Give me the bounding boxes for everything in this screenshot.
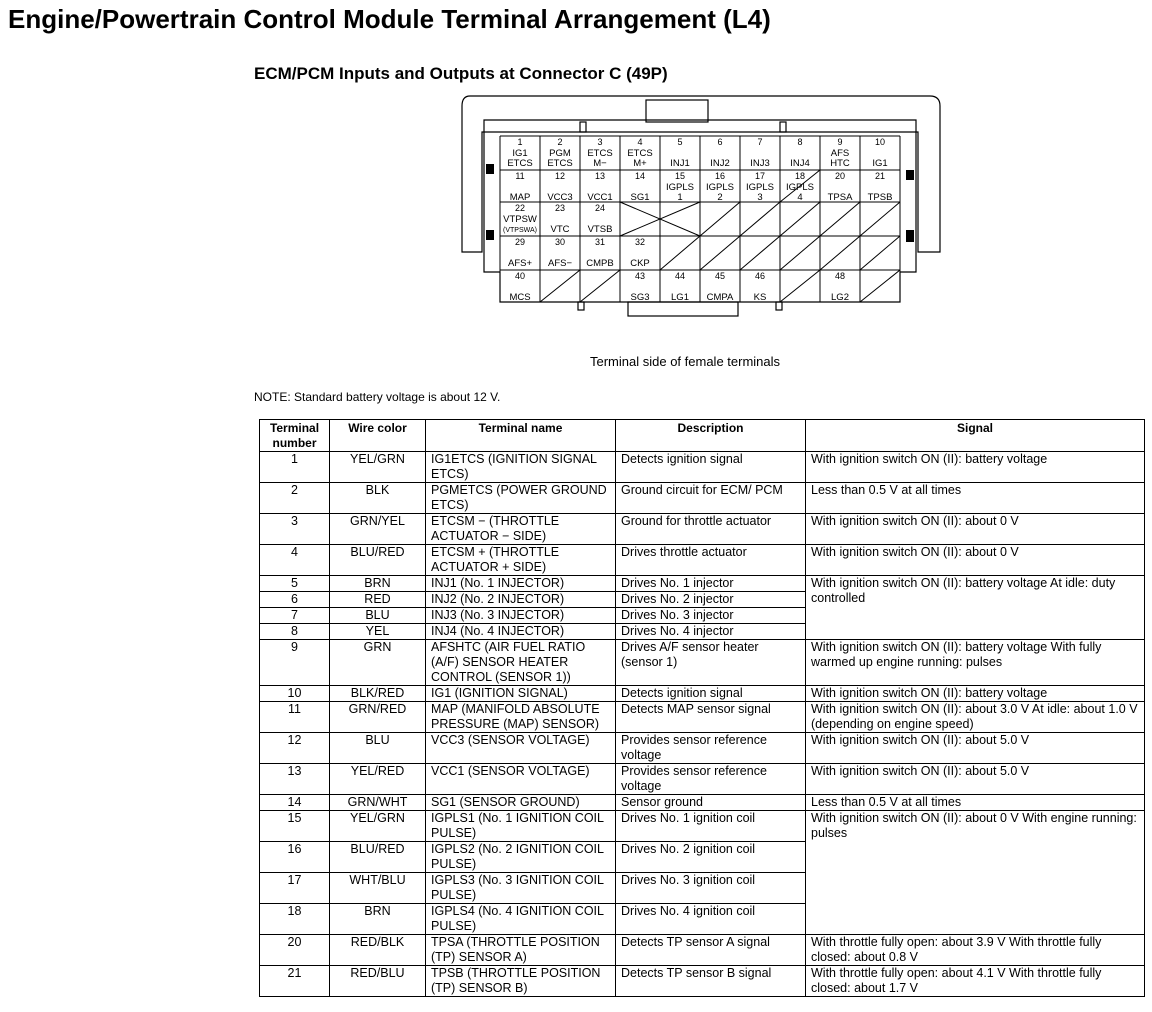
wire-color-cell: YEL/GRN [330,811,426,842]
pin-label: IGPLS [746,182,774,193]
pin-number: 32 [634,237,646,247]
pin-label: VCC3 [547,192,573,203]
pin-number: 43 [634,271,646,281]
pin-number: 14 [634,171,646,181]
pin-number: 2 [557,137,563,147]
terminal-number-cell: 4 [260,545,330,576]
pin-label: (VTPSWA) [503,227,537,234]
wire-color-cell: BLK/RED [330,686,426,702]
pin-label: 2 [717,192,723,203]
terminal-name-cell: SG1 (SENSOR GROUND) [426,795,616,811]
table-row [260,514,1145,545]
pin-number: 23 [554,203,566,213]
pin-number: 46 [754,271,766,281]
pin-label: TPSA [827,192,853,203]
terminal-number-cell: 3 [260,514,330,545]
terminal-name-cell: INJ3 (No. 3 INJECTOR) [426,608,616,624]
pin-number: 18 [794,171,806,181]
description-cell: Drives No. 2 injector [616,592,806,608]
pin-label: TPSB [867,192,893,203]
table-row [260,795,1145,811]
description-cell: Detects ignition signal [616,686,806,702]
pin-number: 8 [797,137,803,147]
table-row [260,702,1145,733]
terminal-name-cell: IG1ETCS (IGNITION SIGNAL ETCS) [426,452,616,483]
table-row [260,733,1145,764]
signal-cell: Less than 0.5 V at all times [806,483,1145,514]
description-cell: Drives A/F sensor heater (sensor 1) [616,640,806,686]
header-wire-color: Wire color [330,420,426,452]
signal-cell: With ignition switch ON (II): battery voltage [806,686,1145,702]
terminal-number-cell: 11 [260,702,330,733]
terminal-number-cell: 15 [260,811,330,842]
wire-color-cell: GRN/RED [330,702,426,733]
pin-number: 13 [594,171,606,181]
pin-number: 17 [754,171,766,181]
pin-label: M− [593,158,607,169]
table-row [260,764,1145,795]
pin-label: KS [753,292,767,303]
terminal-name-cell: VCC3 (SENSOR VOLTAGE) [426,733,616,764]
pin-label: ETCS [507,158,533,169]
pin-label: ETCS [547,158,573,169]
pin-number: 48 [834,271,846,281]
connector-subtitle: ECM/PCM Inputs and Outputs at Connector C (49P) [254,64,668,83]
terminal-name-cell: IG1 (IGNITION SIGNAL) [426,686,616,702]
pin-label: HTC [830,158,850,169]
pin-label: VTSB [587,224,613,235]
terminal-number-cell: 6 [260,592,330,608]
pin-label: MCS [509,292,531,303]
pin-label: SG1 [630,192,650,203]
description-cell: Drives No. 4 injector [616,624,806,640]
description-cell: Drives No. 1 ignition coil [616,811,806,842]
description-cell: Detects MAP sensor signal [616,702,806,733]
wire-color-cell: BRN [330,576,426,592]
description-cell: Drives No. 3 injector [616,608,806,624]
terminal-number-cell: 7 [260,608,330,624]
pin-label: 1 [677,192,683,203]
pin-number: 12 [554,171,566,181]
pin-label: INJ2 [710,158,730,169]
signal-cell: With ignition switch ON (II): about 3.0 V At idle: about 1.0 V (depending on engine speed) [806,702,1145,733]
voltage-note: NOTE: Standard battery voltage is about 12 V. [254,390,501,404]
table-header-row [260,420,1145,452]
pin-number: 21 [874,171,886,181]
pin-label: AFS+ [507,258,533,269]
wire-color-cell: GRN/WHT [330,795,426,811]
pin-number: 11 [515,171,525,181]
signal-cell: With ignition switch ON (II): about 5.0 V [806,733,1145,764]
wire-color-cell: BLU [330,733,426,764]
pin-label: INJ4 [790,158,810,169]
description-cell: Drives No. 3 ignition coil [616,873,806,904]
terminal-number-cell: 16 [260,842,330,873]
wire-color-cell: BRN [330,904,426,935]
pin-label: AFS− [547,258,573,269]
wire-color-cell: RED/BLU [330,966,426,997]
table-row [260,452,1145,483]
pin-number: 31 [594,237,606,247]
signal-cell: With throttle fully open: about 4.1 V With throttle fully closed: about 1.7 V [806,966,1145,997]
pin-number: 7 [757,137,763,147]
description-cell: Ground circuit for ECM/ PCM [616,483,806,514]
terminal-number-cell: 20 [260,935,330,966]
terminal-number-cell: 9 [260,640,330,686]
signal-cell: Less than 0.5 V at all times [806,795,1145,811]
signal-cell: With ignition switch ON (II): about 5.0 V [806,764,1145,795]
table-row [260,966,1145,997]
description-cell: Drives throttle actuator [616,545,806,576]
description-cell: Detects TP sensor B signal [616,966,806,997]
wire-color-cell: BLU [330,608,426,624]
header-terminal-name: Terminal name [426,420,616,452]
terminal-name-cell: AFSHTC (AIR FUEL RATIO (A/F) SENSOR HEATER CONTROL (SENSOR 1)) [426,640,616,686]
pin-number: 4 [637,137,643,147]
pin-label: ETCS [587,148,613,159]
terminal-name-cell: IGPLS3 (No. 3 IGNITION COIL PULSE) [426,873,616,904]
pin-label: IG1 [872,158,888,169]
terminal-name-cell: VCC1 (SENSOR VOLTAGE) [426,764,616,795]
terminal-number-cell: 5 [260,576,330,592]
wire-color-cell: BLU/RED [330,842,426,873]
terminal-number-cell: 21 [260,966,330,997]
table-row [260,935,1145,966]
pin-number: 15 [674,171,686,181]
terminal-number-cell: 10 [260,686,330,702]
terminal-table [259,419,1145,997]
pin-label: MAP [509,192,531,203]
wire-color-cell: BLU/RED [330,545,426,576]
pin-label: AFS [830,148,850,159]
wire-color-cell: RED/BLK [330,935,426,966]
terminal-name-cell: ETCSM + (THROTTLE ACTUATOR + SIDE) [426,545,616,576]
terminal-number-cell: 8 [260,624,330,640]
terminal-number-cell: 13 [260,764,330,795]
terminal-name-cell: TPSA (THROTTLE POSITION (TP) SENSOR A) [426,935,616,966]
pin-number: 6 [717,137,723,147]
description-cell: Drives No. 4 ignition coil [616,904,806,935]
description-cell: Drives No. 2 ignition coil [616,842,806,873]
description-cell: Ground for throttle actuator [616,514,806,545]
terminal-number-cell: 1 [260,452,330,483]
wire-color-cell: YEL [330,624,426,640]
pin-number: 16 [714,171,726,181]
signal-cell: With throttle fully open: about 3.9 V With throttle fully closed: about 0.8 V [806,935,1145,966]
terminal-number-cell: 14 [260,795,330,811]
wire-color-cell: RED [330,592,426,608]
pin-label: INJ1 [670,158,690,169]
pin-number: 44 [674,271,686,281]
terminal-name-cell: INJ2 (No. 2 INJECTOR) [426,592,616,608]
description-cell: Provides sensor reference voltage [616,733,806,764]
terminal-number-cell: 18 [260,904,330,935]
terminal-name-cell: IGPLS1 (No. 1 IGNITION COIL PULSE) [426,811,616,842]
terminal-name-cell: ETCSM − (THROTTLE ACTUATOR − SIDE) [426,514,616,545]
wire-color-cell: YEL/RED [330,764,426,795]
wire-color-cell: YEL/GRN [330,452,426,483]
pin-label: CKP [630,258,650,269]
pin-label: 3 [757,192,763,203]
wire-color-cell: BLK [330,483,426,514]
terminal-name-cell: IGPLS2 (No. 2 IGNITION COIL PULSE) [426,842,616,873]
terminal-name-cell: INJ1 (No. 1 INJECTOR) [426,576,616,592]
wire-color-cell: GRN/YEL [330,514,426,545]
table-row [260,686,1145,702]
pin-number: 45 [714,271,726,281]
wire-color-cell: WHT/BLU [330,873,426,904]
wire-color-cell: GRN [330,640,426,686]
header-terminal-number: Terminal number [260,420,330,452]
connector-diagram [440,92,960,322]
pin-label: IGPLS [786,182,814,193]
description-cell: Provides sensor reference voltage [616,764,806,795]
pin-label: CMPA [706,292,734,303]
header-signal: Signal [806,420,1145,452]
pin-number: 1 [517,137,523,147]
terminal-name-cell: MAP (MANIFOLD ABSOLUTE PRESSURE (MAP) SENSOR) [426,702,616,733]
pin-label: INJ3 [750,158,770,169]
signal-cell: With ignition switch ON (II): battery voltage With fully warmed up engine running: pulses [806,640,1145,686]
pin-label: VTPSW [503,214,537,225]
pin-label: VTC [550,224,570,235]
terminal-number-cell: 17 [260,873,330,904]
pin-number: 30 [554,237,566,247]
terminal-name-cell: TPSB (THROTTLE POSITION (TP) SENSOR B) [426,966,616,997]
description-cell: Detects TP sensor A signal [616,935,806,966]
pin-number: 9 [837,137,843,147]
terminal-name-cell: PGMETCS (POWER GROUND ETCS) [426,483,616,514]
signal-cell: With ignition switch ON (II): about 0 V With engine running: pulses [806,811,1145,935]
description-cell: Sensor ground [616,795,806,811]
terminal-number-cell: 2 [260,483,330,514]
pin-label: IGPLS [706,182,734,193]
description-cell: Drives No. 1 injector [616,576,806,592]
page-title: Engine/Powertrain Control Module Terminal Arrangement (L4) [8,4,771,34]
pin-label: 4 [797,192,803,203]
pin-number: 40 [514,271,526,281]
table-row [260,545,1145,576]
pin-label: LG1 [671,292,689,303]
pin-label: LG2 [831,292,849,303]
pin-label: ETCS [627,148,653,159]
pin-label: CMPB [586,258,614,269]
signal-cell: With ignition switch ON (II): battery voltage At idle: duty controlled [806,576,1145,640]
pin-label: M+ [633,158,647,169]
pin-label: IGPLS [666,182,694,193]
header-description: Description [616,420,806,452]
table-row [260,483,1145,514]
pin-number: 10 [874,137,886,147]
terminal-name-cell: INJ4 (No. 4 INJECTOR) [426,624,616,640]
signal-cell: With ignition switch ON (II): about 0 V [806,545,1145,576]
pin-label: PGM [549,148,571,159]
terminal-number-cell: 12 [260,733,330,764]
pin-label: VCC1 [587,192,613,203]
pin-number: 3 [597,137,603,147]
terminal-name-cell: IGPLS4 (No. 4 IGNITION COIL PULSE) [426,904,616,935]
table-row [260,811,1145,842]
pin-label: IG1 [512,148,528,159]
table-row [260,640,1145,686]
pin-number: 20 [834,171,846,181]
pin-number: 5 [677,137,683,147]
signal-cell: With ignition switch ON (II): battery voltage [806,452,1145,483]
description-cell: Detects ignition signal [616,452,806,483]
pin-number: 24 [594,203,606,213]
pin-number: 29 [514,237,526,247]
pin-number: 22 [514,203,526,213]
table-row [260,576,1145,592]
diagram-caption: Terminal side of female terminals [590,354,781,369]
signal-cell: With ignition switch ON (II): about 0 V [806,514,1145,545]
pin-label: SG3 [630,292,650,303]
